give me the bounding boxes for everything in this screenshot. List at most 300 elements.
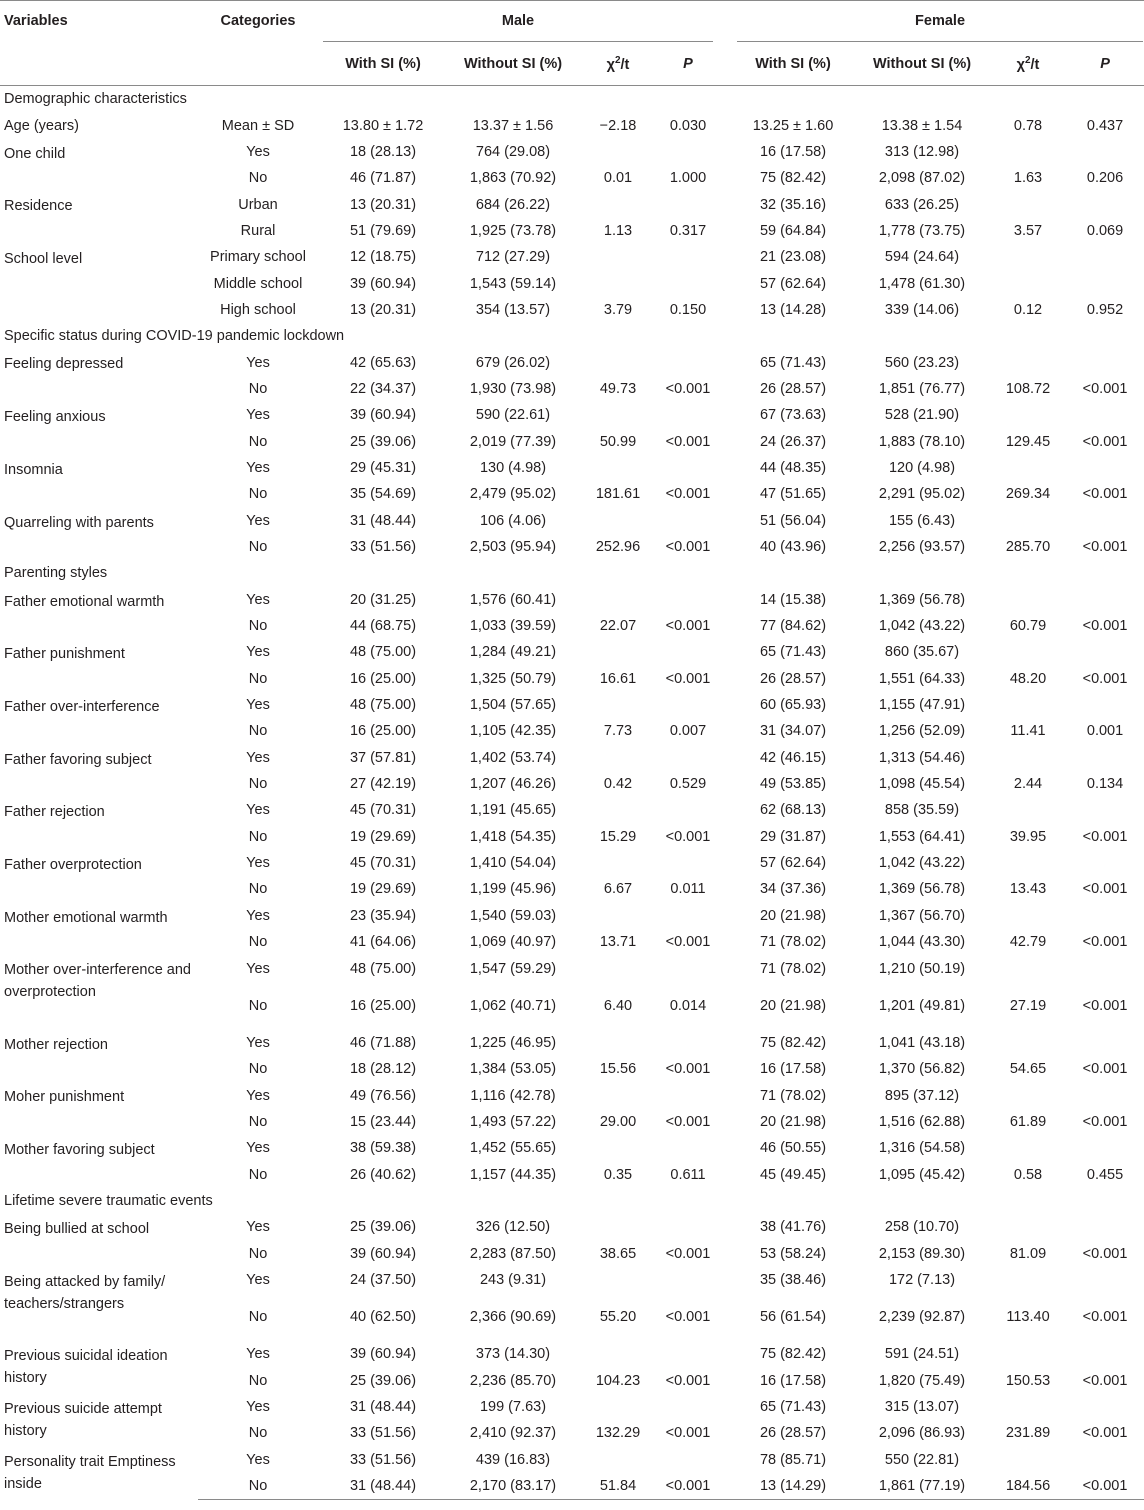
female-p-cell: <0.001: [1082, 433, 1128, 450]
male-without-si-cell: 764 (29.08): [475, 143, 551, 160]
female-without-si-cell: 1,201 (49.81): [878, 997, 966, 1014]
female-p-cell: <0.001: [1082, 670, 1128, 687]
header-male-without-si: Without SI (%): [448, 43, 578, 86]
male-without-si-cell: 106 (4.06): [479, 512, 547, 529]
female-chi-cell: [990, 850, 1066, 876]
variable-cell: Previous suicidal ideation history: [4, 1348, 168, 1387]
female-chi-cell: 1.63: [1013, 170, 1043, 187]
male-without-si-cell: 684 (26.22): [475, 196, 551, 213]
female-without-si-cell: 1,042 (43.22): [878, 618, 966, 635]
female-without-si-cell: 2,098 (87.02): [878, 170, 966, 187]
male-without-si-cell: 2,019 (77.39): [469, 433, 557, 450]
gap-cell: [718, 1367, 732, 1393]
female-without-si-cell: 1,313 (54.46): [878, 749, 966, 766]
table-row: [0, 1447, 1144, 1473]
male-with-si-cell: 39 (60.94): [349, 1346, 417, 1363]
female-p-cell: 0.437: [1086, 117, 1124, 134]
gap-cell: [718, 218, 732, 244]
male-p-cell: 0.007: [669, 723, 707, 740]
male-with-si-cell: 22 (34.37): [349, 380, 417, 397]
female-without-si-cell: 1,369 (56.78): [878, 591, 966, 608]
variable-cell: Father emotional warmth: [4, 593, 165, 610]
female-with-si-cell: 16 (17.58): [759, 1372, 827, 1389]
male-with-si-cell: 13 (20.31): [349, 196, 417, 213]
female-p-cell: [1066, 139, 1144, 165]
male-with-si-cell: 25 (39.06): [349, 1372, 417, 1389]
female-chi-cell: [990, 244, 1066, 270]
female-chi-cell: 13.43: [1009, 881, 1047, 898]
male-chi-cell: [578, 1135, 658, 1161]
female-chi-cell: 27.19: [1009, 997, 1047, 1014]
category-cell: Yes: [246, 407, 270, 424]
female-chi-cell: [990, 1267, 1066, 1293]
gap-cell: [718, 771, 732, 797]
male-p-cell: <0.001: [665, 1309, 711, 1326]
female-with-si-cell: 71 (78.02): [759, 934, 827, 951]
gap-cell: [718, 455, 732, 481]
female-with-si-cell: 75 (82.42): [759, 170, 827, 187]
male-p-cell: <0.001: [665, 1061, 711, 1078]
female-p-cell: [1066, 850, 1144, 876]
female-without-si-cell: 1,851 (76.77): [878, 380, 966, 397]
header-female-without-si: Without SI (%): [854, 43, 990, 86]
male-with-si-cell: 16 (25.00): [349, 670, 417, 687]
gap-cell: [718, 797, 732, 823]
female-with-si-cell: 53 (58.24): [759, 1245, 827, 1262]
male-p-cell: [658, 1447, 718, 1473]
category-cell: Yes: [246, 1346, 270, 1363]
male-with-si-cell: 12 (18.75): [349, 249, 417, 266]
male-without-si-cell: 2,410 (92.37): [469, 1425, 557, 1442]
male-without-si-cell: 1,116 (42.78): [470, 1087, 556, 1104]
female-chi-cell: 3.57: [1013, 222, 1043, 239]
variable-cell: School level: [4, 251, 83, 268]
category-cell: No: [248, 433, 268, 450]
female-with-si-cell: 75 (82.42): [759, 1034, 827, 1051]
male-without-si-cell: 1,925 (73.78): [469, 222, 557, 239]
female-chi-cell: 108.72: [1005, 380, 1051, 397]
male-with-si-cell: 27 (42.19): [349, 776, 417, 793]
table-row: [0, 850, 1144, 876]
male-chi-cell: [578, 587, 658, 613]
male-chi-cell: [578, 1030, 658, 1056]
male-chi-cell: 0.42: [603, 776, 633, 793]
table-row: [0, 903, 1144, 929]
female-group-label: Female: [737, 13, 1143, 42]
gap-cell: [718, 666, 732, 692]
table-row: [0, 1267, 1144, 1293]
male-p-cell: <0.001: [665, 934, 711, 951]
male-chi-cell: 132.29: [595, 1425, 641, 1442]
section-row: [0, 560, 1144, 586]
female-chi-cell: 231.89: [1005, 1425, 1051, 1442]
category-cell: No: [248, 881, 268, 898]
gap-cell: [718, 1293, 732, 1341]
female-with-si-cell: 20 (21.98): [759, 997, 827, 1014]
female-with-si-cell: 35 (38.46): [759, 1271, 827, 1288]
variable-cell: Mother rejection: [4, 1036, 108, 1053]
header-female-p: P: [1066, 43, 1144, 86]
gap-cell: [718, 534, 732, 560]
female-with-si-cell: 75 (82.42): [759, 1346, 827, 1363]
table-row: [0, 508, 1144, 534]
female-with-si-cell: 67 (73.63): [759, 407, 827, 424]
category-cell: No: [248, 934, 268, 951]
female-without-si-cell: 1,820 (75.49): [878, 1372, 966, 1389]
female-with-si-cell: 51 (56.04): [759, 512, 827, 529]
male-p-cell: [658, 745, 718, 771]
male-p-cell: [658, 508, 718, 534]
category-cell: No: [248, 670, 268, 687]
category-cell: No: [248, 1425, 268, 1442]
male-without-si-cell: 2,366 (90.69): [469, 1309, 557, 1326]
header-female-with-si: With SI (%): [732, 43, 854, 86]
female-with-si-cell: 24 (26.37): [759, 433, 827, 450]
male-p-cell: [658, 1267, 718, 1293]
variable-cell: Residence: [4, 198, 73, 215]
female-with-si-cell: 71 (78.02): [759, 1087, 827, 1104]
female-p-cell: 0.069: [1086, 222, 1124, 239]
category-cell: No: [248, 1061, 268, 1078]
male-chi-cell: [578, 1394, 658, 1420]
male-without-si-cell: 1,504 (57.65): [469, 697, 557, 714]
male-p-cell: [658, 1341, 718, 1367]
table-row: [0, 191, 1144, 217]
female-p-cell: [1066, 1082, 1144, 1108]
male-chi-cell: 7.73: [603, 723, 633, 740]
male-chi-cell: 16.61: [599, 670, 637, 687]
female-without-si-cell: 1,095 (45.42): [878, 1166, 966, 1183]
category-cell: No: [248, 997, 268, 1014]
category-cell: No: [248, 723, 268, 740]
male-without-si-cell: 1,033 (39.59): [469, 618, 557, 635]
female-without-si-cell: 858 (35.59): [884, 802, 960, 819]
female-without-si-cell: 155 (6.43): [888, 512, 956, 529]
male-p-cell: [658, 692, 718, 718]
female-without-si-cell: 1,256 (52.09): [878, 723, 966, 740]
category-cell: Mean ± SD: [221, 117, 295, 134]
male-with-si-cell: 19 (29.69): [349, 828, 417, 845]
male-p-cell: <0.001: [665, 380, 711, 397]
male-chi-cell: [578, 139, 658, 165]
female-chi-cell: [990, 1135, 1066, 1161]
male-without-si-cell: 1,225 (46.95): [469, 1034, 557, 1051]
male-p-cell: 0.030: [669, 117, 707, 134]
male-with-si-cell: 25 (39.06): [349, 1219, 417, 1236]
variable-cell: Father favoring subject: [4, 751, 152, 768]
male-chi-cell: [578, 903, 658, 929]
section-label: Lifetime severe traumatic events: [4, 1192, 213, 1209]
female-chi-cell: [990, 745, 1066, 771]
male-chi-cell: [578, 1267, 658, 1293]
gap-cell: [718, 824, 732, 850]
female-p-cell: [1066, 402, 1144, 428]
table-row: [0, 1214, 1144, 1240]
female-with-si-cell: 13 (14.28): [759, 301, 827, 318]
female-p-cell: <0.001: [1082, 618, 1128, 635]
category-cell: Rural: [240, 222, 276, 239]
male-without-si-cell: 712 (27.29): [475, 249, 551, 266]
section-row: [0, 323, 1144, 349]
category-cell: Middle school: [213, 275, 303, 292]
male-with-si-cell: 16 (25.00): [349, 997, 417, 1014]
female-p-cell: [1066, 1394, 1144, 1420]
male-without-si-cell: 1,543 (59.14): [469, 275, 557, 292]
gap-cell: [718, 587, 732, 613]
gap-cell: [718, 428, 732, 454]
female-p-cell: [1066, 692, 1144, 718]
header-male: [318, 1, 718, 44]
female-chi-cell: 61.89: [1009, 1113, 1047, 1130]
category-cell: No: [248, 380, 268, 397]
male-with-si-cell: 49 (76.56): [349, 1087, 417, 1104]
male-p-cell: [658, 850, 718, 876]
female-with-si-cell: 40 (43.96): [759, 539, 827, 556]
female-p-cell: [1066, 955, 1144, 981]
male-p-cell: [658, 455, 718, 481]
male-without-si-cell: 13.37 ± 1.56: [472, 117, 554, 134]
male-p-cell: [658, 587, 718, 613]
male-without-si-cell: 243 (9.31): [479, 1271, 547, 1288]
female-chi-cell: 60.79: [1009, 618, 1047, 635]
male-without-si-cell: 2,283 (87.50): [469, 1245, 557, 1262]
male-p-cell: 0.150: [669, 301, 707, 318]
female-chi-cell: 113.40: [1006, 1309, 1050, 1326]
section-row: [0, 1188, 1144, 1214]
female-p-cell: [1066, 1135, 1144, 1161]
male-chi-cell: [578, 349, 658, 375]
male-p-cell: [658, 270, 718, 296]
male-chi-cell: 50.99: [599, 433, 637, 450]
header-female-chi: $\chi^2/t$: [990, 43, 1066, 86]
female-with-si-cell: 32 (35.16): [759, 196, 827, 213]
variable-cell: Being bullied at school: [4, 1221, 150, 1238]
table-row: [0, 745, 1144, 771]
variable-cell: Age (years): [4, 117, 79, 134]
male-p-cell: [658, 1394, 718, 1420]
male-chi-cell: [578, 797, 658, 823]
male-chi-cell: 104.23: [595, 1372, 641, 1389]
female-without-si-cell: 315 (13.07): [884, 1398, 960, 1415]
female-with-si-cell: 16 (17.58): [759, 1061, 827, 1078]
female-with-si-cell: 78 (85.71): [759, 1451, 827, 1468]
variable-cell: Insomnia: [4, 461, 63, 478]
male-p-cell: [658, 349, 718, 375]
male-chi-cell: 51.84: [578, 1473, 658, 1500]
male-with-si-cell: 39 (60.94): [349, 275, 417, 292]
category-cell: No: [248, 776, 268, 793]
female-p-cell: <0.001: [1082, 881, 1128, 898]
female-without-si-cell: 313 (12.98): [884, 143, 960, 160]
female-chi-cell: 0.58: [1013, 1166, 1043, 1183]
male-p-cell: <0.001: [665, 1113, 711, 1130]
gap-cell: [718, 1420, 732, 1446]
female-with-si-cell: 65 (71.43): [759, 354, 827, 371]
gap-cell: [718, 139, 732, 165]
male-without-si-cell: 590 (22.61): [475, 407, 551, 424]
male-without-si-cell: 130 (4.98): [479, 459, 547, 476]
variable-cell: Mother emotional warmth: [4, 909, 168, 926]
male-p-cell: [658, 244, 718, 270]
male-p-cell: [658, 1082, 718, 1108]
female-chi-cell: [990, 639, 1066, 665]
female-chi-cell: [990, 1214, 1066, 1240]
female-with-si-cell: 77 (84.62): [759, 618, 827, 635]
female-chi-cell: 269.34: [1005, 486, 1051, 503]
female-p-cell: 0.206: [1086, 170, 1124, 187]
female-without-si-cell: 339 (14.06): [884, 301, 960, 318]
male-with-si-cell: 45 (70.31): [349, 802, 417, 819]
female-chi-cell: 0.78: [1013, 117, 1043, 134]
male-chi-cell: 38.65: [599, 1245, 637, 1262]
table-row: [0, 587, 1144, 613]
gap-cell: [718, 376, 732, 402]
gap-cell: [718, 613, 732, 639]
male-p-cell: 0.317: [669, 222, 707, 239]
male-without-si-cell: 1,540 (59.03): [469, 907, 557, 924]
gap-cell: [718, 244, 732, 270]
category-cell: Yes: [246, 960, 270, 977]
female-with-si-cell: 20 (21.98): [759, 1113, 827, 1130]
female-p-cell: 0.455: [1086, 1166, 1124, 1183]
female-without-si-cell: 528 (21.90): [884, 407, 960, 424]
male-with-si-cell: 37 (57.81): [349, 749, 417, 766]
female-without-si-cell: 1,778 (73.75): [878, 222, 966, 239]
male-p-cell: 1.000: [669, 170, 707, 187]
male-with-si-cell: 25 (39.06): [349, 433, 417, 450]
male-chi-cell: 1.13: [603, 222, 633, 239]
gap-cell: [718, 1109, 732, 1135]
gap-cell: [718, 876, 732, 902]
male-chi-cell: 3.79: [603, 301, 633, 318]
gap-cell: [718, 718, 732, 744]
male-without-si-cell: 1,452 (55.65): [469, 1140, 557, 1157]
female-p-cell: [1066, 1341, 1144, 1367]
gap-cell: [718, 481, 732, 507]
female-p-cell: <0.001: [1066, 1473, 1144, 1500]
category-cell: No: [248, 1245, 268, 1262]
female-without-si-cell: 1,883 (78.10): [878, 433, 966, 450]
female-with-si-cell: 38 (41.76): [759, 1219, 827, 1236]
male-chi-cell: −2.18: [599, 117, 637, 134]
female-p-cell: [1066, 797, 1144, 823]
male-without-si-cell: 1,207 (46.26): [469, 776, 557, 793]
female-chi-cell: [990, 903, 1066, 929]
female-with-si-cell: 65 (71.43): [759, 1398, 827, 1415]
male-chi-cell: 6.40: [603, 997, 633, 1014]
female-without-si-cell: 1,516 (62.88): [878, 1113, 966, 1130]
gap-cell: [718, 1135, 732, 1161]
female-p-cell: <0.001: [1082, 1113, 1128, 1130]
male-p-cell: [658, 191, 718, 217]
female-p-cell: [1066, 244, 1144, 270]
female-with-si-cell: 44 (48.35): [759, 459, 827, 476]
female-with-si-cell: 20 (21.98): [759, 907, 827, 924]
female-p-cell: [1066, 903, 1144, 929]
male-with-si-cell: 45 (70.31): [349, 855, 417, 872]
male-with-si-cell: 23 (35.94): [349, 907, 417, 924]
male-with-si-cell: 44 (68.75): [349, 618, 417, 635]
table-row: [0, 639, 1144, 665]
male-chi-cell: [578, 455, 658, 481]
female-p-cell: <0.001: [1082, 934, 1128, 951]
table-row: [0, 955, 1144, 981]
gap-cell: [718, 402, 732, 428]
category-cell: Yes: [246, 907, 270, 924]
male-with-si-cell: 35 (54.69): [349, 486, 417, 503]
female-chi-cell: [990, 692, 1066, 718]
gap-cell: [718, 165, 732, 191]
female-p-cell: <0.001: [1082, 1309, 1128, 1326]
male-with-si-cell: 46 (71.88): [349, 1034, 417, 1051]
variable-cell: Father over-interference: [4, 698, 160, 715]
male-chi-cell: [578, 745, 658, 771]
male-without-si-cell: 1,105 (42.35): [469, 723, 557, 740]
female-without-si-cell: 1,551 (64.33): [878, 670, 966, 687]
gap-cell: [718, 1394, 732, 1420]
male-without-si-cell: 373 (14.30): [475, 1346, 551, 1363]
female-with-si-cell: 14 (15.38): [759, 591, 827, 608]
gap-cell: [718, 112, 732, 138]
gap-cell: [718, 1447, 732, 1473]
male-with-si-cell: 15 (23.44): [349, 1113, 417, 1130]
female-without-si-cell: 2,239 (92.87): [878, 1309, 966, 1326]
male-chi-cell: [578, 508, 658, 534]
female-chi-cell: 11.41: [1010, 723, 1046, 740]
category-cell: No: [248, 618, 268, 635]
category-cell: No: [248, 539, 268, 556]
category-cell: Yes: [246, 855, 270, 872]
female-p-cell: [1066, 349, 1144, 375]
female-p-cell: [1066, 745, 1144, 771]
female-chi-cell: [990, 270, 1066, 296]
category-cell: Yes: [246, 354, 270, 371]
male-without-si-cell: 2,236 (85.70): [469, 1372, 557, 1389]
male-chi-cell: 0.35: [603, 1166, 633, 1183]
male-chi-cell: [578, 692, 658, 718]
female-without-si-cell: 1,316 (54.58): [878, 1140, 966, 1157]
variable-cell: Moher punishment: [4, 1089, 125, 1106]
category-cell: Yes: [246, 591, 270, 608]
male-chi-cell: 55.20: [599, 1309, 637, 1326]
female-with-si-cell: 45 (49.45): [759, 1166, 827, 1183]
female-with-si-cell: 16 (17.58): [759, 143, 827, 160]
male-chi-cell: [578, 955, 658, 981]
male-with-si-cell: 13 (20.31): [349, 301, 417, 318]
variable-cell: Feeling depressed: [4, 356, 124, 373]
male-with-si-cell: 26 (40.62): [349, 1166, 417, 1183]
male-chi-cell: 15.56: [599, 1061, 637, 1078]
category-cell: Yes: [246, 749, 270, 766]
female-with-si-cell: 62 (68.13): [759, 802, 827, 819]
male-without-si-cell: 1,493 (57.22): [469, 1113, 557, 1130]
female-chi-cell: [990, 402, 1066, 428]
female-without-si-cell: 1,478 (61.30): [878, 275, 966, 292]
male-chi-cell: 49.73: [599, 380, 637, 397]
female-with-si-cell: 59 (64.84): [759, 222, 827, 239]
male-chi-cell: [578, 244, 658, 270]
male-without-si-cell: 1,418 (54.35): [469, 828, 557, 845]
male-without-si-cell: 1,930 (73.98): [469, 380, 557, 397]
male-with-si-cell: 31 (48.44): [349, 1398, 417, 1415]
female-without-si-cell: 258 (10.70): [884, 1219, 960, 1236]
female-chi-cell: [990, 797, 1066, 823]
male-without-si-cell: 2,170 (83.17): [448, 1473, 578, 1500]
female-chi-cell: 0.12: [1013, 301, 1043, 318]
male-chi-cell: [578, 191, 658, 217]
category-cell: No: [198, 1473, 318, 1500]
male-chi-cell: 15.29: [599, 828, 637, 845]
